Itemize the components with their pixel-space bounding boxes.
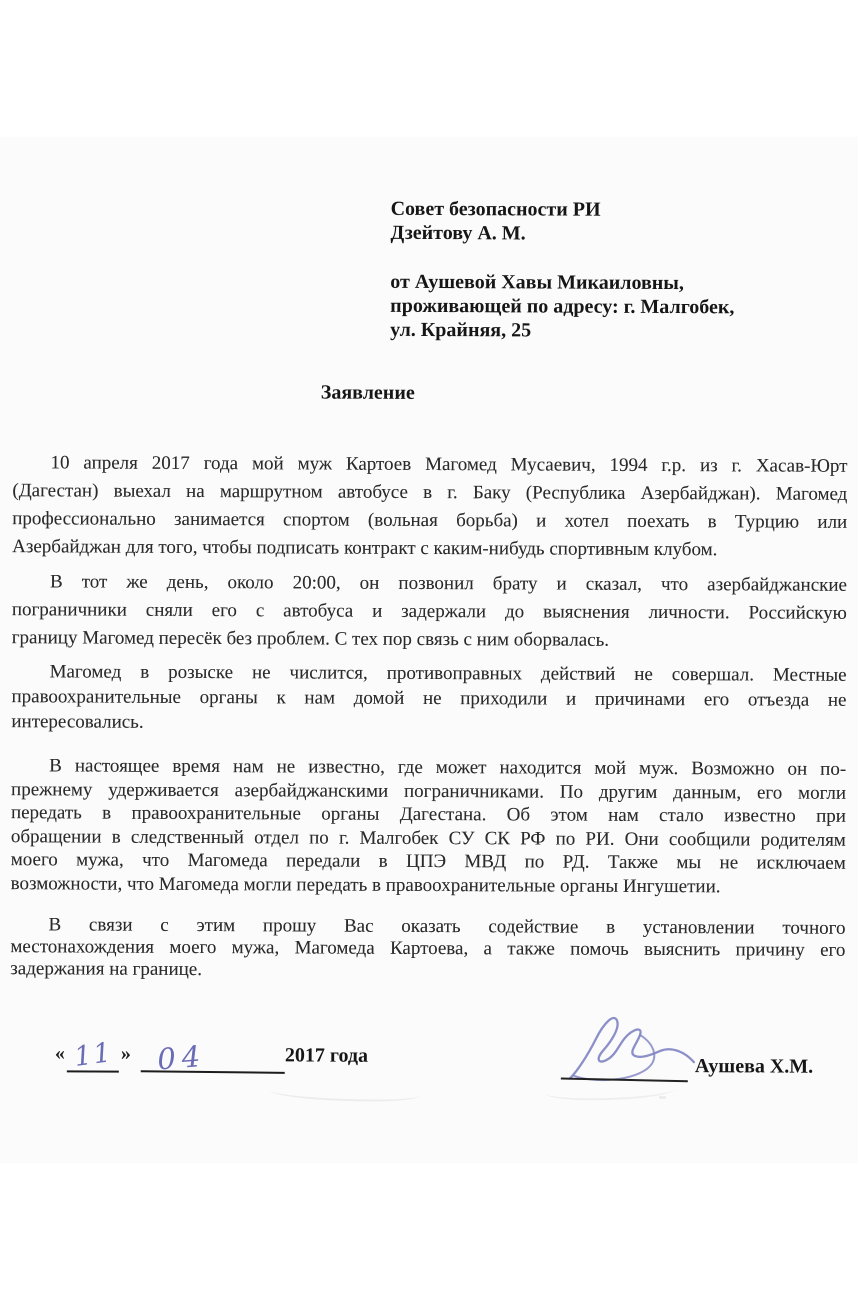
signature-name: Аушева Х.М. <box>694 1055 814 1078</box>
document-title: Заявление <box>320 381 415 404</box>
paragraph <box>11 754 847 899</box>
paragraph <box>12 449 847 565</box>
paragraph-line: передать в правоохранительные органы Дагестана. Об этом нам стало известно при <box>10 802 847 827</box>
paragraph-line: (Дагестан) выехал на маршрутном автобусе в г. Баку (Республика Азербайджан). Магомед <box>12 480 848 505</box>
sender-line: от Аушевой Хавы Микаиловны, <box>390 270 684 295</box>
paragraph-line: интересовались. <box>11 711 144 733</box>
paragraph-line: В связи с этим прошу Вас оказать содействие в установлении точного <box>48 914 846 939</box>
paragraph-line: прежнему удерживается азербайджанскими пограничниками. По другим данным, его могли <box>11 778 847 804</box>
sender-line: проживающей по адресу: г. Малгобек, <box>390 294 735 319</box>
paragraph <box>12 568 847 656</box>
paragraph-line: обращении в следственный отдел по г. Малгобек СУ СК РФ по РИ. Они сообщили родителям <box>10 825 846 851</box>
paragraph-line: профессионально занимается спортом (вольная борьба) и хотел поехать в Турцию или <box>12 508 848 533</box>
paragraph <box>10 914 845 984</box>
paragraph-line: 10 апреля 2017 года мой муж Картоев Магомед Мусаевич, 1994 г.р. из г. Хасав-Юрт <box>50 452 848 477</box>
paragraph-line: местонахождения моего мужа, Магомеда Картоева, а также помочь выяснить причину его <box>10 936 846 961</box>
close-quote: » <box>120 1042 131 1065</box>
handwritten-day: 11 <box>72 1037 115 1073</box>
paragraph-line: Магомед в розыске не числится, противоправных действий не совершал. Местные <box>49 661 847 686</box>
paragraph <box>11 659 846 738</box>
paragraph-line: Азербайджан для того, чтобы подписать контракт с каким-нибудь спортивным клубом. <box>12 536 718 561</box>
scan-artifact <box>659 1096 666 1099</box>
month-underline <box>141 1036 285 1077</box>
open-quote: « <box>54 1042 65 1065</box>
paragraph-line: В тот же день, около 20:00, он позвонил брату и сказал, что азербайджанские <box>49 571 848 596</box>
body-paragraphs <box>10 449 847 984</box>
recipient-line: Совет безопасности РИ <box>390 197 601 221</box>
paragraph-line: правоохранительные органы к нам домой не приходили и причинами его отъезда не <box>11 686 847 711</box>
address-block <box>390 197 811 344</box>
year-label: 2017 года <box>284 1044 369 1067</box>
handwritten-month: 04 <box>156 1038 208 1077</box>
paragraph-line: возможности, что Магомеда могли передать в правоохранительные органы Ингушетии. <box>10 872 721 897</box>
paragraph-line: моего мужа, что Магомеда передали в ЦПЭ МВД по РД. Также мы не исключаем <box>10 849 846 874</box>
paragraph-line: границу Магомед пересёк без проблем. С тех пор связь с ним оборвалась. <box>11 627 610 651</box>
day-underline <box>67 1036 119 1072</box>
paragraph-line: пограничники сняли его с автобуса и задержали до выяснения личности. Российскую <box>11 599 847 624</box>
sender-line: ул. Крайняя, 25 <box>390 318 532 342</box>
date-line <box>53 1036 368 1077</box>
recipient-line: Дзейтову А. М. <box>390 221 526 245</box>
signature-scribble <box>554 1009 704 1088</box>
paragraph-line: задержания на границе. <box>10 958 203 981</box>
paragraph-line: В настоящее время нам не известно, где может находится мой муж. Возможно он по- <box>49 755 847 780</box>
